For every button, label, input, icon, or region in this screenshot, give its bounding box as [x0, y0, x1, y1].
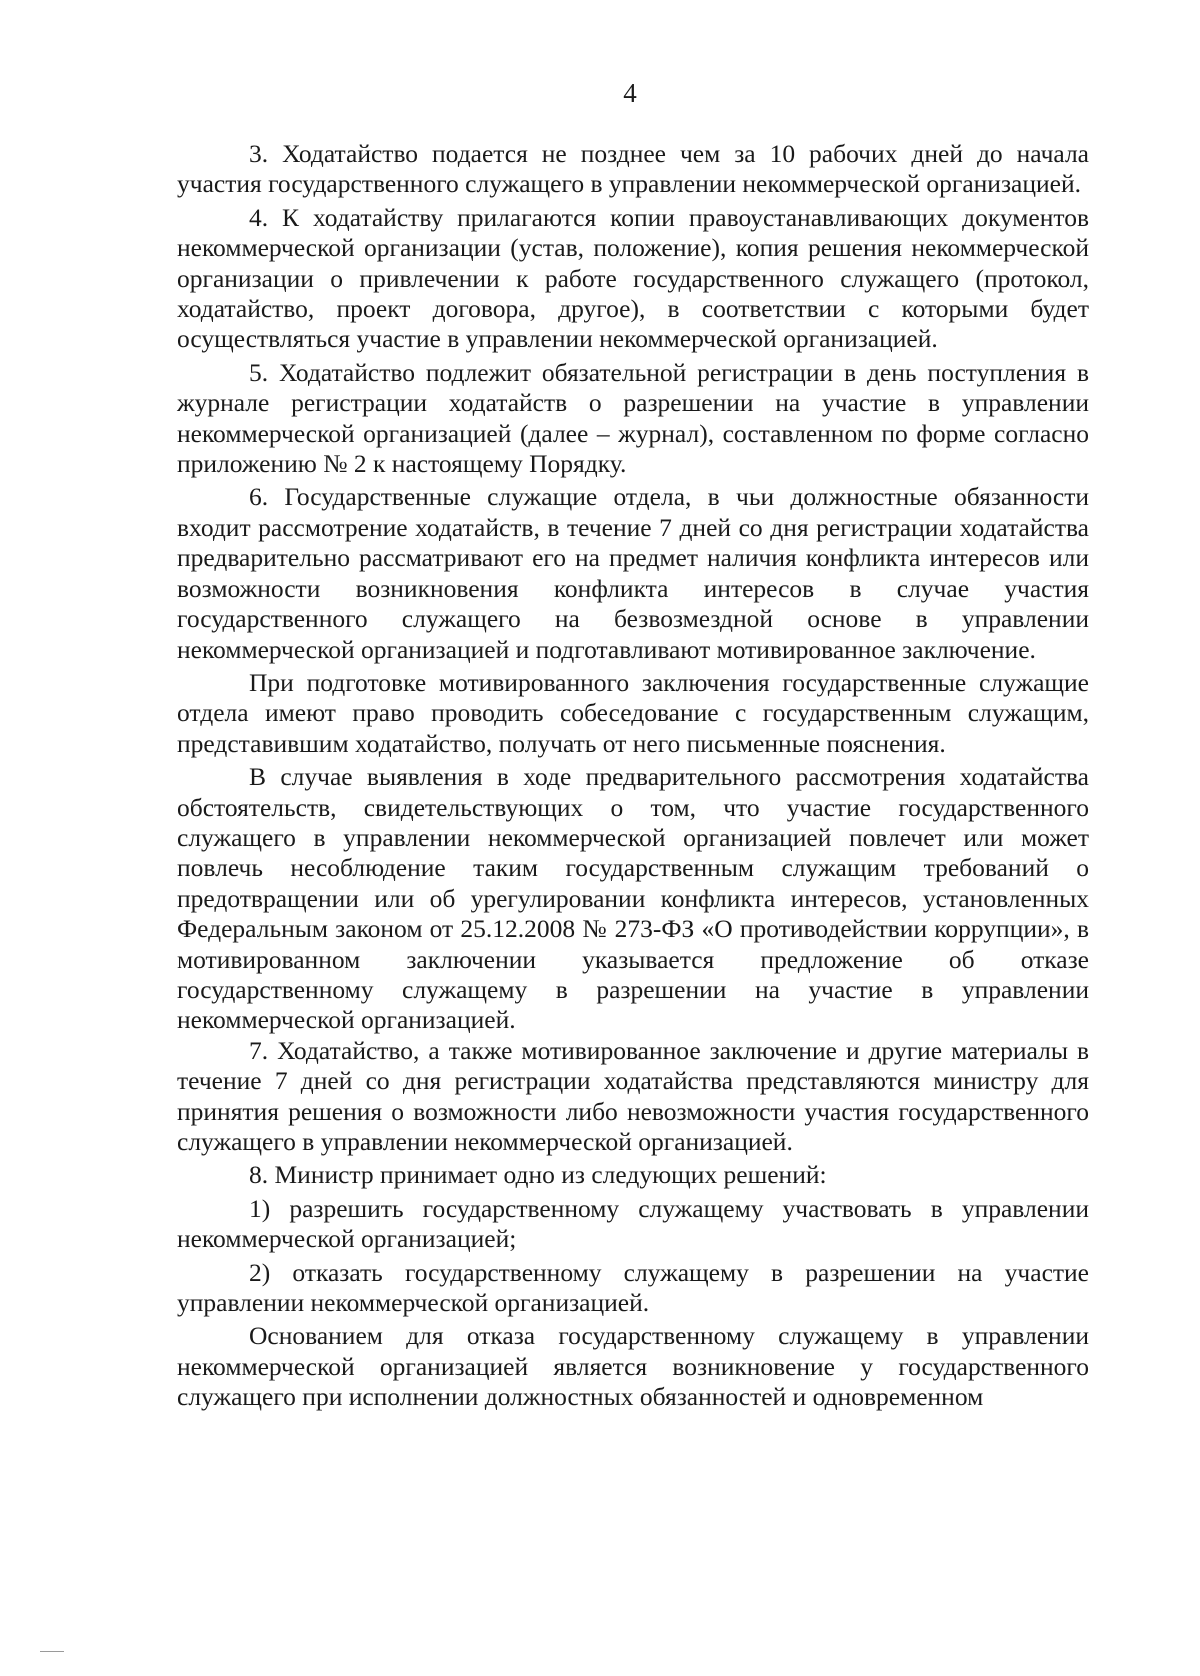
paragraph-7-submission: 7. Ходатайство, а также мотивированное заключение и другие материалы в течение 7 дней со дня регистрации ходатайства представляются министру для принятия решения о возможности либо невозможности участия государственного служащего в управлении некоммерческой организацией. — [177, 1035, 1089, 1156]
document-body — [177, 139, 1089, 1413]
paragraph-4-attachments: 4. К ходатайству прилагаются копии правоустанавливающих документов некоммерческой организации (устав, положение), копия решения некоммерческой организации о привлечении к работе государственного служащего (протокол, ходатайство, проект договора, другое), в соответствии с которыми будет осуществляться участие в управлении некоммерческой организацией. — [177, 202, 1089, 354]
decision-item-refuse: 2) отказать государственному служащему в разрешении на участие управлении некоммерческой организацией. — [177, 1257, 1089, 1318]
page-number: 4 — [623, 78, 637, 108]
paragraph-6-interview-right: При подготовке мотивированного заключения государственные служащие отдела имеют право проводить собеседование с государственным служащим, представившим ходатайство, получать от него письменные пояснения. — [177, 667, 1089, 758]
paragraph-6-review: 6. Государственные служащие отдела, в чьи должностные обязанности входит рассмотрение ходатайств, в течение 7 дней со дня регистрации ходатайства предварительно рассматривают его на предмет наличия конфликта интересов или возможности возникновения конфликта интересов в случае участия государственного служащего на безвозмездной основе в управлении некоммерческой организацией и подготавливают мотивированное заключение. — [177, 482, 1089, 664]
paragraph-3-deadline: 3. Ходатайство подается не позднее чем за 10 рабочих дней до начала участия государственного служащего в управлении некоммерческой организацией. — [177, 139, 1089, 199]
decision-item-allow: 1) разрешить государственному служащему участвовать в управлении некоммерческой организацией; — [177, 1193, 1089, 1254]
paragraph-5-registration: 5. Ходатайство подлежит обязательной регистрации в день поступления в журнале регистрации ходатайств о разрешении на участие в управлении некоммерческой организацией (далее – журнал), составленном по форме согласно приложению № 2 к настоящему Порядку. — [177, 357, 1089, 479]
scan-artifact — [40, 1651, 64, 1652]
paragraph-6-conflict-case: В случае выявления в ходе предварительного рассмотрения ходатайства обстоятельств, свидетельствующих о том, что участие государственного служащего в управлении некоммерческой организацией повлечет или может повлечь несоблюдение таким государственным служащим требований о предотвращении или об урегулировании конфликта интересов, установленных Федеральным законом от 25.12.2008 № 273-ФЗ «О противодействии коррупции», в мотивированном заключении указывается предложение об отказе государственному служащему в разрешении на участие в управлении некоммерческой организацией. — [177, 762, 1089, 1035]
paragraph-8-decisions: 8. Министр принимает одно из следующих решений: — [249, 1160, 827, 1190]
paragraph-refusal-grounds: Основанием для отказа государственному служащему в управлении некоммерческой организацией является возникновение у государственного служащего при исполнении должностных обязанностей и одновременном — [177, 1321, 1089, 1412]
